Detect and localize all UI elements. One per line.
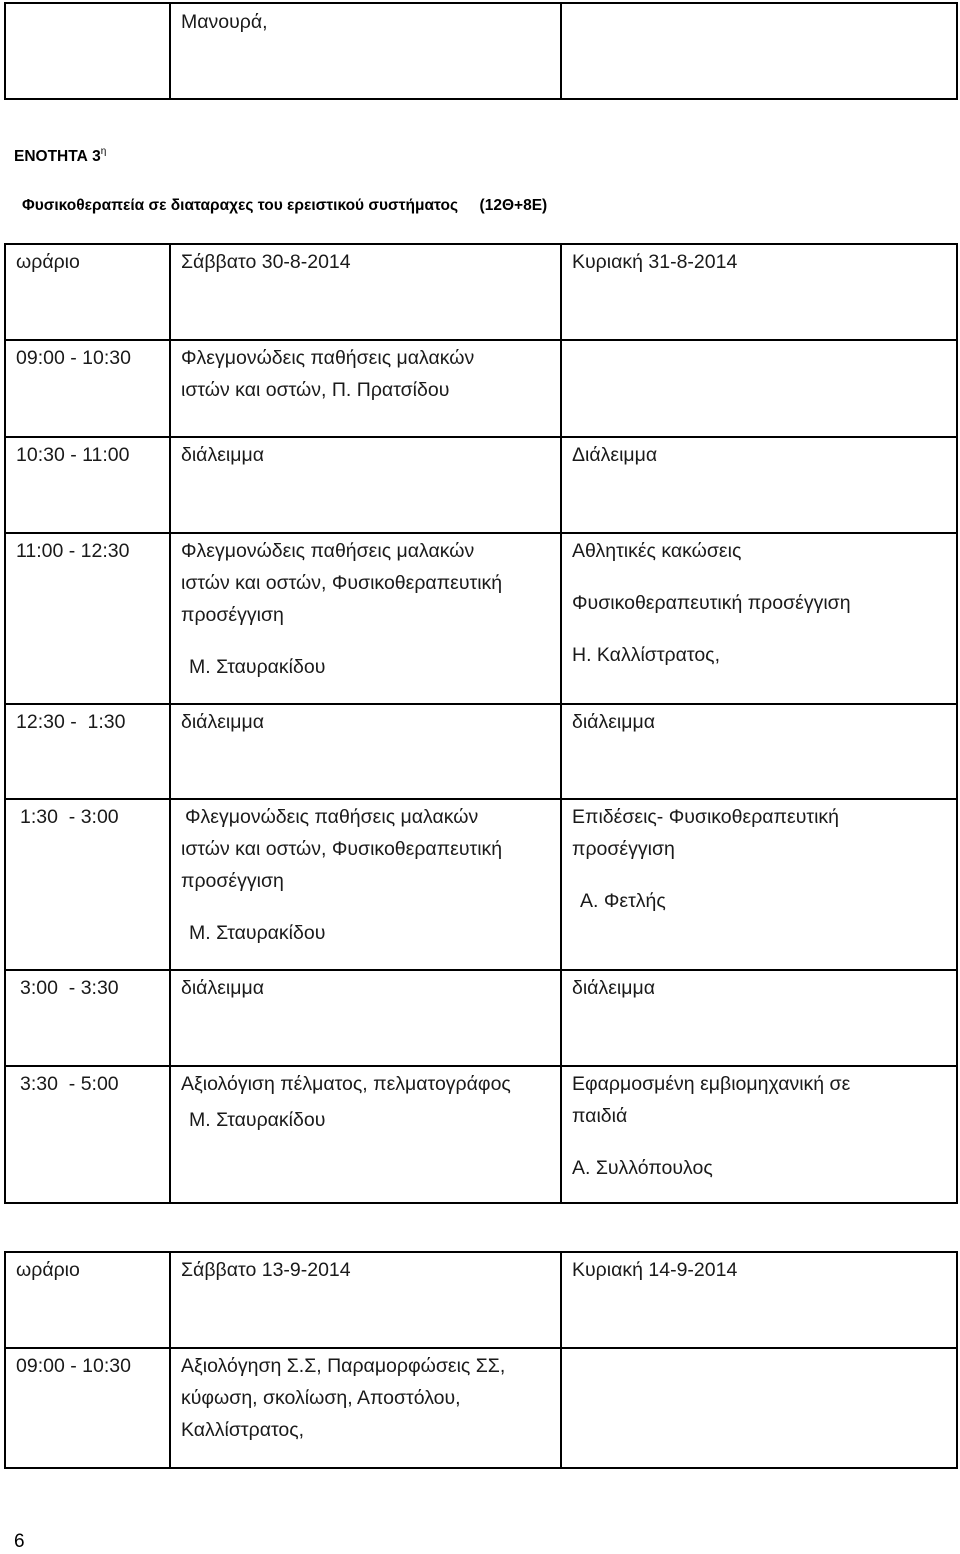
table-row [5, 533, 957, 704]
table-cell [561, 3, 957, 99]
session-text: προσέγγιση [181, 870, 284, 892]
time-slot: 11:00 - 12:30 [16, 540, 130, 562]
break-text: διάλειμμα [181, 711, 264, 733]
table-cell [5, 3, 170, 99]
table-cell [561, 1066, 957, 1203]
unit-title-text: ΕΝΟΤΗΤΑ 3 [14, 148, 101, 165]
time-slot: 09:00 - 10:30 [16, 347, 131, 369]
header-time: ωράριο [16, 1259, 80, 1281]
lecturer-name: Μ. Σταυρακίδου [189, 1109, 326, 1131]
table-cell [170, 704, 561, 799]
session-text: Αξιολόγηση Σ.Σ, Παραμορφώσεις ΣΣ, [181, 1355, 506, 1377]
schedule-table-1 [4, 243, 958, 1204]
session-text: προσέγγιση [181, 604, 284, 626]
table-cell [5, 1066, 170, 1203]
time-slot: 10:30 - 11:00 [16, 444, 130, 466]
table-cell [561, 533, 957, 704]
cell-text: Μανουρά, [181, 11, 268, 33]
table-cell [5, 244, 170, 340]
time-slot: 1:30 - 3:00 [20, 806, 119, 828]
break-text: διάλειμμα [572, 711, 655, 733]
lecturer-name: Α. Φετλής [580, 890, 666, 912]
time-slot: 12:30 - 1:30 [16, 711, 126, 733]
table-cell [170, 970, 561, 1066]
header-day1: Σάββατο 30-8-2014 [181, 251, 351, 273]
session-text: Αθλητικές κακώσεις [572, 540, 742, 562]
unit-subtitle: Φυσικοθεραπεία σε διαταραχες του ερειστικού συστήματος (12Θ+8Ε) [22, 197, 548, 214]
session-text: προσέγγιση [572, 838, 675, 860]
table-row [5, 3, 957, 99]
schedule-table-2 [4, 1251, 958, 1469]
table-cell [170, 1066, 561, 1203]
session-text: Φυσικοθεραπευτική προσέγγιση [572, 592, 851, 614]
session-text: Καλλίστρατος, [181, 1419, 305, 1441]
table-cell [170, 799, 561, 970]
table-cell [5, 704, 170, 799]
table-cell [170, 1252, 561, 1348]
header-time: ωράριο [16, 251, 80, 273]
break-text: διάλειμμα [181, 977, 264, 999]
table-cell [5, 799, 170, 970]
table-cell [170, 340, 561, 437]
session-text: Εφαρμοσμένη εμβιομηχανική σε [572, 1073, 851, 1095]
table-cell [561, 1348, 957, 1468]
page-number: 6 [14, 1531, 25, 1552]
table-cell [5, 340, 170, 437]
time-slot: 3:30 - 5:00 [20, 1073, 119, 1095]
table-row [5, 799, 957, 970]
session-text: Επιδέσεις- Φυσικοθεραπευτική [572, 806, 840, 828]
table-header-row [5, 244, 957, 340]
unit-title [14, 148, 106, 166]
lecturer-name: Μ. Σταυρακίδου [189, 656, 326, 678]
table-cell [5, 533, 170, 704]
top-table [4, 2, 958, 100]
session-text: κύφωση, σκολίωση, Αποστόλου, [181, 1387, 461, 1409]
table-cell [561, 1252, 957, 1348]
session-text: ιστών και οστών, Φυσικοθεραπευτική [181, 838, 503, 860]
session-text: Φλεγμονώδεις παθήσεις μαλακών [185, 806, 479, 828]
table-cell [561, 970, 957, 1066]
table-row [5, 437, 957, 533]
table-cell [170, 244, 561, 340]
table-cell [5, 437, 170, 533]
table-cell [5, 1348, 170, 1468]
table-cell [170, 1348, 561, 1468]
header-day1: Σάββατο 13-9-2014 [181, 1259, 351, 1281]
lecturer-name: Η. Καλλίστρατος, [572, 644, 720, 666]
header-day2: Κυριακή 31-8-2014 [572, 251, 738, 273]
table-row [5, 340, 957, 437]
table-cell [170, 437, 561, 533]
table-cell [561, 799, 957, 970]
table-cell [561, 340, 957, 437]
table-cell [561, 244, 957, 340]
break-text: διάλειμμα [181, 444, 264, 466]
unit-title-sup: η [100, 146, 107, 157]
table-cell [5, 1252, 170, 1348]
session-text: παιδιά [572, 1105, 628, 1127]
table-header-row [5, 1252, 957, 1348]
lecturer-name: Μ. Σταυρακίδου [189, 922, 326, 944]
time-slot: 09:00 - 10:30 [16, 1355, 131, 1377]
session-text: ιστών και οστών, Π. Πρατσίδου [181, 379, 450, 401]
session-text: Φλεγμονώδεις παθήσεις μαλακών [181, 347, 475, 369]
table-cell [5, 970, 170, 1066]
session-text: Αξιολόγιση πέλματος, πελματογράφος [181, 1073, 511, 1095]
header-day2: Κυριακή 14-9-2014 [572, 1259, 738, 1281]
table-cell [170, 3, 561, 99]
break-text: διάλειμμα [572, 977, 655, 999]
break-text: Διάλειμμα [572, 444, 658, 466]
time-slot: 3:00 - 3:30 [20, 977, 119, 999]
table-cell [561, 437, 957, 533]
table-row [5, 1348, 957, 1468]
table-cell [170, 533, 561, 704]
table-row [5, 970, 957, 1066]
table-row [5, 1066, 957, 1203]
table-row [5, 704, 957, 799]
session-text: ιστών και οστών, Φυσικοθεραπευτική [181, 572, 503, 594]
session-text: Φλεγμονώδεις παθήσεις μαλακών [181, 540, 475, 562]
table-cell [561, 704, 957, 799]
lecturer-name: Α. Συλλόπουλος [572, 1157, 713, 1179]
